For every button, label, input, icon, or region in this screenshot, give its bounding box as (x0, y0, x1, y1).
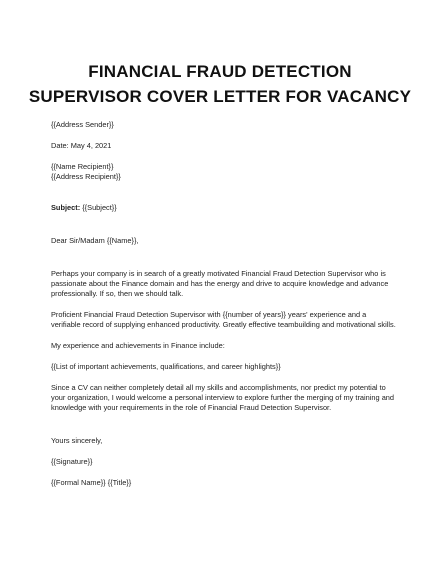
paragraph-intro: Perhaps your company is in search of a greatly motivated Financial Fraud Detection Supervisor who is passionate about the Finance domain and has the energy and drive to acquire knowledge and advance professionally. If so, then we should talk. (51, 269, 389, 298)
signature: {{Signature}} (51, 457, 93, 466)
letter-body (51, 120, 396, 488)
letter-date: Date: May 4, 2021 (51, 141, 112, 150)
formal-name-title: {{Formal Name}} {{Title}} (51, 478, 132, 487)
paragraph-achievements-list: {{List of important achievements, qualifications, and career highlights}} (51, 362, 281, 371)
paragraph-achievements-intro: My experience and achievements in Finance include: (51, 341, 225, 350)
document-title-line-2: SUPERVISOR COVER LETTER FOR VACANCY (28, 87, 412, 106)
document-title-line-1: FINANCIAL FRAUD DETECTION (88, 62, 352, 81)
subject-label: Subject: (51, 203, 81, 212)
subject-line (51, 203, 396, 213)
paragraph-experience: Proficient Financial Fraud Detection Supervisor with {{number of years}} years' experience and a verifiable record of supplying enhanced productivity. Greatly effective teambuilding and motivational skills. (51, 310, 396, 329)
closing: Yours sincerely, (51, 436, 103, 445)
salutation: Dear Sir/Madam {{Name}}, (51, 236, 139, 245)
address-recipient: {{Address Recipient}} (51, 172, 121, 181)
subject-value: {{Subject}} (80, 203, 117, 212)
address-sender: {{Address Sender}} (51, 120, 114, 129)
paragraph-closing-body: Since a CV can neither completely detail all my skills and accomplishments, nor predict my potential to your organization, I would welcome a personal interview to explore further the merging of my training and knowledge with your requirements in the role of Financial Fraud Detection Supervisor. (51, 383, 395, 412)
name-recipient: {{Name Recipient}} (51, 162, 114, 171)
